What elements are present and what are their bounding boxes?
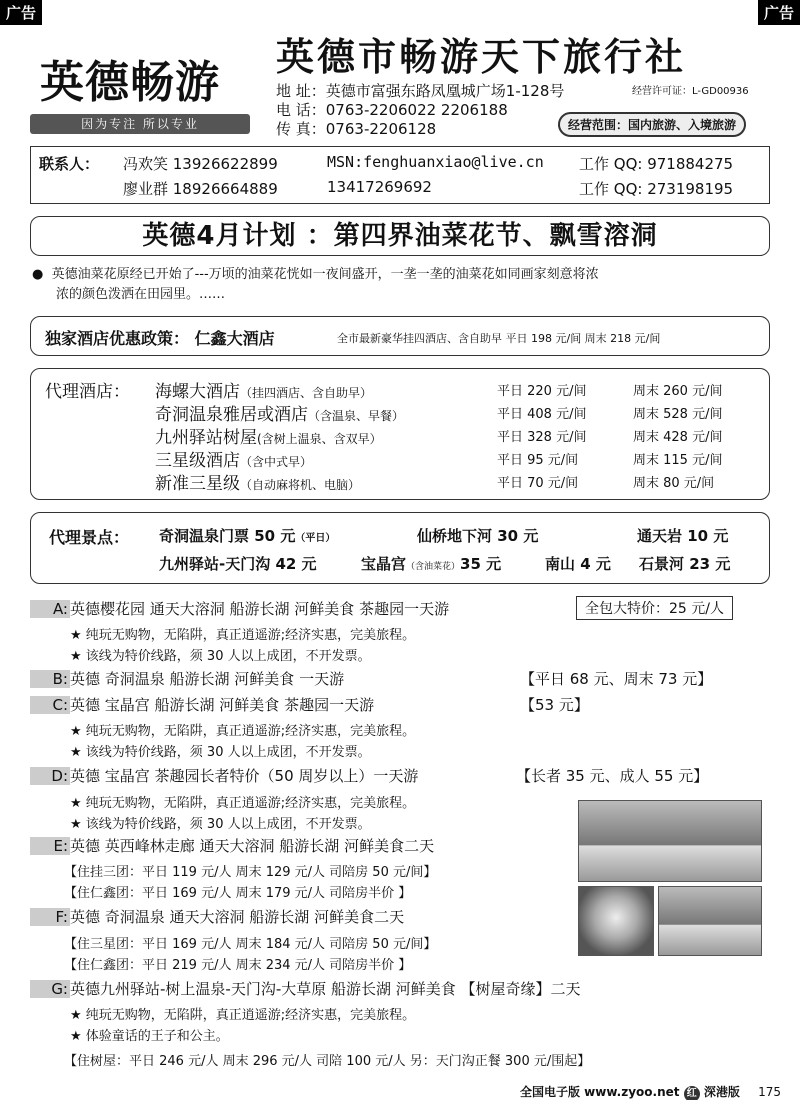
route-g — [30, 978, 581, 999]
hotel-weekend: 周末 528 元/间 — [633, 407, 723, 422]
sight-7: 石景河 23 元 — [639, 555, 731, 573]
route-d-price: 【长者 35 元、成人 55 元】 — [516, 767, 709, 785]
route-f-price-2: 【住仁鑫团：平日 219 元/人 周末 234 元/人 司陪房半价 】 — [64, 958, 412, 973]
hotel-weekday: 平日 220 元/间 — [497, 384, 587, 399]
hotel-note: （含温泉、早餐） — [308, 409, 405, 423]
footer-badge-icon: 红 — [684, 1086, 700, 1100]
hotel-note: （挂四酒店、含自助早） — [240, 386, 373, 400]
contacts-label: 联系人： — [39, 155, 100, 173]
route-c-price: 【53 元】 — [520, 696, 589, 714]
hotel-weekday: 平日 328 元/间 — [497, 430, 587, 445]
hotel-weekday: 平日 408 元/间 — [497, 407, 587, 422]
hotel-weekend: 周末 428 元/间 — [633, 430, 723, 445]
route-e-letter: E: — [30, 837, 70, 855]
hotel-name: 九州驿站树屋 — [155, 428, 257, 448]
route-b — [30, 668, 344, 689]
sights-label: 代理景点： — [49, 528, 130, 547]
flower-closeup-photo — [578, 886, 654, 956]
sight-1-note: （平日） — [295, 533, 336, 544]
route-g-letter: G: — [30, 980, 70, 998]
footer-site: 全国电子版 www.zyoo.net — [520, 1085, 680, 1099]
footer-edition: 深港版 — [703, 1085, 740, 1099]
slogan: 因为专注 所以专业 — [30, 114, 250, 134]
hotel-weekend: 周末 260 元/间 — [633, 384, 723, 399]
route-d-star-2: ★ 该线为特价线路，须 30 人以上成团，不开发票。 — [70, 817, 371, 832]
rapeseed-field-photo — [578, 800, 762, 882]
license: 经营许可证：L-GD00936 — [632, 86, 749, 97]
hotel-weekend: 周末 115 元/间 — [633, 453, 723, 468]
sight-5-price: 35 元 — [460, 555, 502, 573]
address: 地 址：英德市富强东路凤凰城广场1-128号 — [276, 82, 565, 100]
business-scope: 经营范围：国内旅游、入境旅游 — [558, 112, 746, 137]
route-f — [30, 906, 404, 927]
route-c-text: 英德 宝晶宫 船游长湖 河鲜美食 茶趣园一天游 — [70, 696, 375, 714]
phone: 电 话：0763-2206022 2206188 — [276, 101, 508, 119]
route-a-price: 全包大特价：25 元/人 — [576, 596, 733, 620]
hotel-weekday: 平日 70 元/间 — [497, 476, 579, 491]
route-a-letter: A: — [30, 600, 70, 618]
route-e-price-2: 【住仁鑫团：平日 169 元/人 周末 179 元/人 司陪房半价 】 — [64, 886, 412, 901]
route-b-price: 【平日 68 元、周末 73 元】 — [520, 670, 713, 688]
sight-2: 仙桥地下河 30 元 — [417, 527, 539, 545]
agent-hotels-box — [30, 368, 770, 500]
sights-box — [30, 512, 770, 584]
footer — [520, 1083, 781, 1100]
hotel-note: （含中式早） — [240, 455, 313, 469]
route-g-star-2: ★ 体验童话的王子和公主。 — [70, 1029, 229, 1044]
hotel-note: （自动麻将机、电脑） — [240, 478, 361, 492]
qq-1: 工作 QQ: 971884275 — [579, 155, 734, 173]
route-d-letter: D: — [30, 767, 70, 785]
intro-line-2: 浓的颜色泼洒在田园里。…… — [56, 287, 226, 302]
sight-1: 奇洞温泉门票 50 元 — [159, 527, 296, 545]
contact-2: 廖业群 18926664889 — [123, 180, 278, 198]
bullet-icon: ● — [32, 267, 52, 282]
route-b-letter: B: — [30, 670, 70, 688]
route-c-letter: C: — [30, 696, 70, 714]
headline: 英德4月计划 ：第四界油菜花节、飘雪溶洞 — [30, 216, 770, 256]
route-g-price: 【住树屋：平日 246 元/人 周末 296 元/人 司陪 100 元/人 另：天门沟正餐 300 元/围起】 — [64, 1054, 591, 1069]
exclusive-label: 独家酒店优惠政策： — [45, 329, 190, 348]
sight-3: 通天岩 10 元 — [637, 527, 729, 545]
route-d — [30, 765, 418, 786]
route-a-star-2: ★ 该线为特价线路，须 30 人以上成团，不开发票。 — [70, 649, 371, 664]
route-g-text: 英德九州驿站-树上温泉-天门沟-大草原 船游长湖 河鲜美食 【树屋奇缘】二天 — [70, 980, 581, 998]
hotel-weekday: 平日 95 元/间 — [497, 453, 579, 468]
hotel-name: 新准三星级 — [155, 474, 240, 494]
exclusive-hotel-box — [30, 316, 770, 356]
sight-4: 九州驿站-天门沟 42 元 — [159, 555, 317, 573]
hotel-name: 三星级酒店 — [155, 451, 240, 471]
route-g-star-1: ★ 纯玩无购物，无陷阱，真正逍遥游;经济实惠，完美旅程。 — [70, 1008, 416, 1023]
sight-5: 宝晶宫 — [361, 555, 407, 573]
msn: MSN:fenghuanxiao@live.cn — [327, 153, 544, 171]
route-e — [30, 835, 434, 856]
company-name: 英德市畅游天下旅行社 — [276, 35, 687, 79]
route-d-text: 英德 宝晶宫 茶趣园长者特价（50 周岁以上）一天游 — [70, 767, 419, 785]
hotel-name: 奇洞温泉雅居或酒店 — [155, 405, 308, 425]
phone-2: 13417269692 — [327, 178, 432, 196]
route-a-star-1: ★ 纯玩无购物，无陷阱，真正逍遥游;经济实惠，完美旅程。 — [70, 628, 416, 643]
hotel-name: 海螺大酒店 — [155, 382, 240, 402]
fax: 传 真：0763-2206128 — [276, 120, 437, 138]
agent-label: 代理酒店： — [45, 382, 130, 402]
exclusive-hotel: 仁鑫大酒店 — [194, 329, 275, 348]
route-c — [30, 694, 374, 715]
exclusive-detail: 全市最新豪华挂四酒店、含自助早 平日 198 元/间 周末 218 元/间 — [337, 332, 661, 345]
contact-1: 冯欢笑 13926622899 — [123, 155, 278, 173]
route-a — [30, 598, 449, 619]
intro-line-1: 英德油菜花原经已开始了---万顷的油菜花恍如一夜间盛开，一垄一垄的油菜花如同画家刻意将浓 — [51, 267, 599, 282]
route-c-star-1: ★ 纯玩无购物，无陷阱，真正逍遥游;经济实惠，完美旅程。 — [70, 724, 416, 739]
route-b-text: 英德 奇洞温泉 船游长湖 河鲜美食 一天游 — [70, 670, 345, 688]
route-f-price-1: 【住三星团：平日 169 元/人 周末 184 元/人 司陪房 50 元/间】 — [64, 937, 437, 952]
contacts-box — [30, 146, 770, 204]
route-f-letter: F: — [30, 908, 70, 926]
page-number: 175 — [758, 1085, 781, 1099]
route-e-text: 英德 英西峰林走廊 通天大溶洞 船游长湖 河鲜美食二天 — [70, 837, 435, 855]
route-e-price-1: 【住挂三团：平日 119 元/人 周末 129 元/人 司陪房 50 元/间】 — [64, 865, 437, 880]
logo: 英德畅游 — [40, 57, 220, 108]
qq-2: 工作 QQ: 273198195 — [579, 180, 734, 198]
ad-tag-right: 广告 — [758, 0, 800, 25]
intro — [32, 265, 599, 305]
sight-5-note: （含油菜花） — [406, 562, 461, 572]
route-c-star-2: ★ 该线为特价线路，须 30 人以上成团，不开发票。 — [70, 745, 371, 760]
route-f-text: 英德 奇洞温泉 通天大溶洞 船游长湖 河鲜美食二天 — [70, 908, 405, 926]
flower-field-photo — [658, 886, 762, 956]
hotel-weekend: 周末 80 元/间 — [633, 476, 715, 491]
hotel-note: (含树上温泉、含双早） — [257, 432, 382, 446]
sight-6: 南山 4 元 — [545, 555, 611, 573]
ad-tag-left: 广告 — [0, 0, 42, 25]
route-d-star-1: ★ 纯玩无购物，无陷阱，真正逍遥游;经济实惠，完美旅程。 — [70, 796, 416, 811]
route-a-text: 英德樱花园 通天大溶洞 船游长湖 河鲜美食 茶趣园一天游 — [70, 600, 450, 618]
